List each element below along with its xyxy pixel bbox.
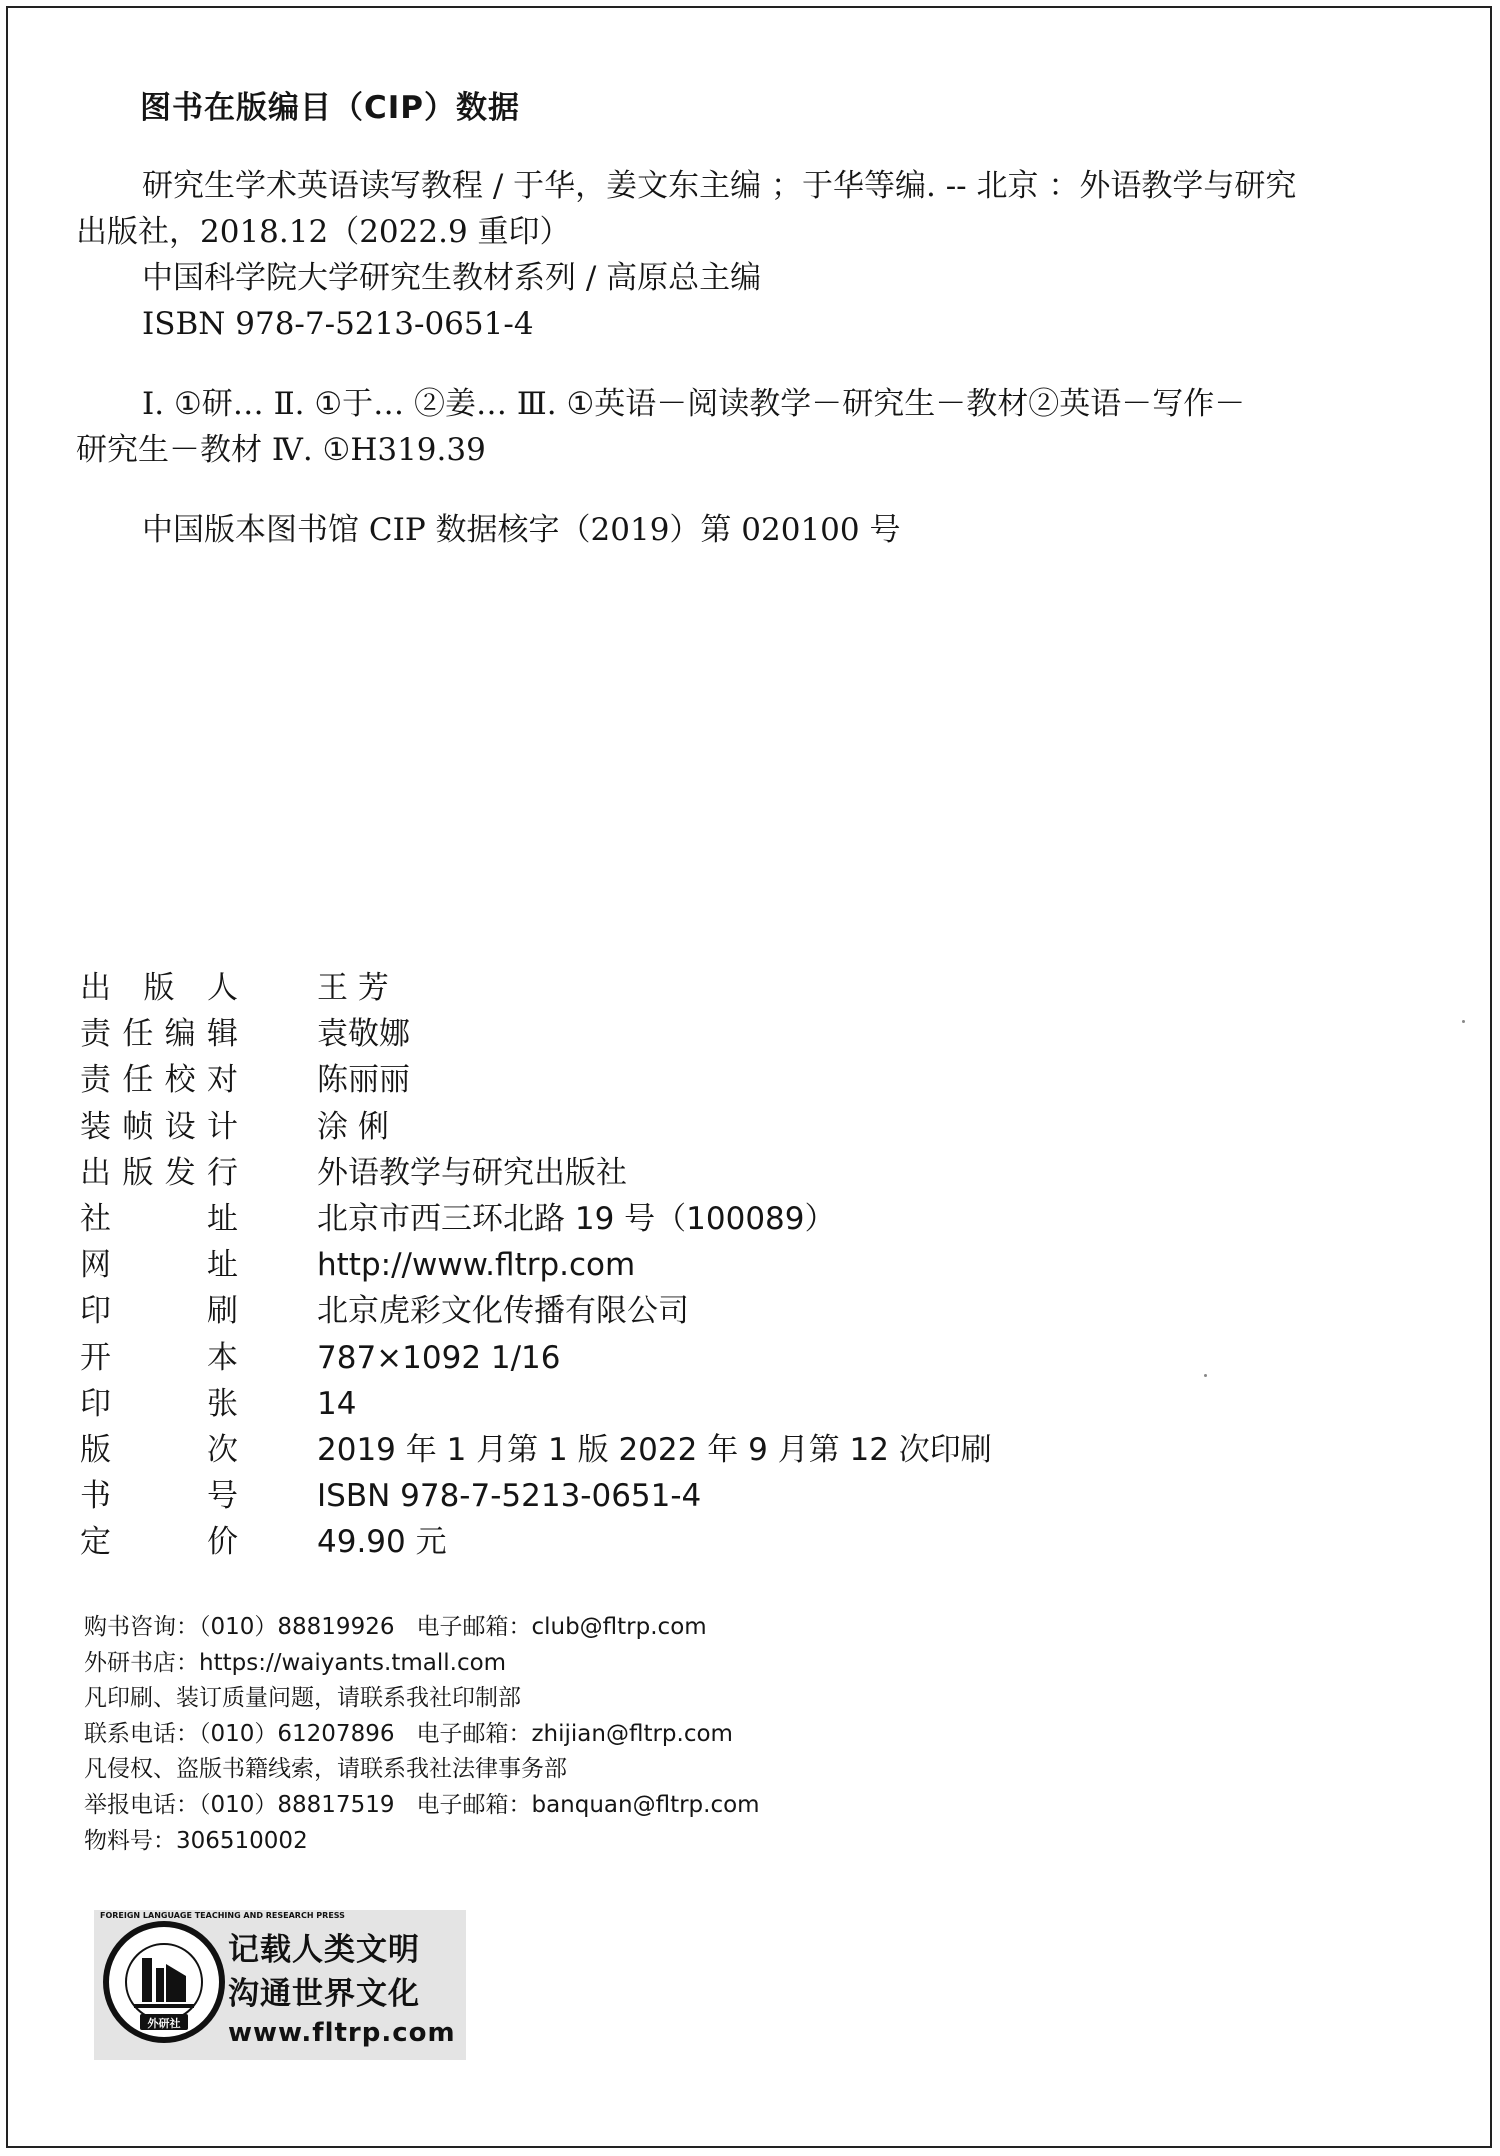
credit-label: 装帧设计 bbox=[80, 1108, 238, 1145]
slogan-line-1: 记载人类文明 bbox=[228, 1932, 420, 1968]
cip-series-line: 中国科学院大学研究生教材系列 / 高原总主编 bbox=[142, 260, 762, 296]
credit-row bbox=[80, 1470, 992, 1516]
cip-isbn-line: ISBN 978-7-5213-0651-4 bbox=[142, 306, 534, 342]
quality-email: 电子邮箱：zhijian@fltrp.com bbox=[416, 1720, 733, 1747]
credit-row bbox=[80, 1332, 992, 1378]
credit-row bbox=[80, 1101, 992, 1147]
credit-row bbox=[80, 1424, 992, 1470]
credit-row bbox=[80, 1239, 992, 1285]
slogan-website: www.fltrp.com bbox=[228, 2018, 456, 2048]
credit-value: 外语教学与研究出版社 bbox=[317, 1154, 627, 1191]
credit-label: 版次 bbox=[80, 1431, 238, 1468]
credit-row bbox=[80, 1516, 992, 1562]
credit-value: 涂 俐 bbox=[317, 1108, 389, 1145]
piracy-note: 凡侵权、盗版书籍线索，请联系我社法律事务部 bbox=[84, 1756, 567, 1783]
emblem-ring-text: FOREIGN LANGUAGE TEACHING AND RESEARCH PRESS bbox=[100, 1911, 345, 1920]
credit-value: 787×1092 1/16 bbox=[317, 1339, 561, 1376]
credit-value: 14 bbox=[317, 1385, 357, 1422]
credit-row bbox=[80, 1008, 992, 1054]
paper-speck bbox=[1204, 1374, 1207, 1377]
credit-label: 出版人 bbox=[80, 970, 238, 1006]
cip-record bbox=[76, 163, 1426, 553]
cip-heading: 图书在版编目（CIP）数据 bbox=[140, 90, 521, 126]
online-store: 外研书店：https://waiyants.tmall.com bbox=[84, 1649, 507, 1676]
publisher-slogan bbox=[228, 1928, 456, 2050]
cip-title-line: 研究生学术英语读写教程 / 于华，姜文东主编 ；于华等编. -- 北京 ：外语教学与研究 bbox=[142, 168, 1297, 204]
cip-title-line-cont: 出版社，2018.12（2022.9 重印） bbox=[76, 214, 571, 250]
cip-subject-line: Ⅰ. ①研… Ⅱ. ①于… ②姜… Ⅲ. ①英语－阅读教学－研究生－教材②英语－写作－ bbox=[142, 386, 1246, 422]
credit-label: 网址 bbox=[80, 1247, 238, 1284]
quality-contact bbox=[84, 1717, 760, 1753]
credit-value: 49.90 元 bbox=[317, 1524, 447, 1561]
purchase-email: 电子邮箱：club@fltrp.com bbox=[416, 1614, 707, 1640]
credit-value: 袁敬娜 bbox=[317, 1016, 410, 1053]
cip-approval-line: 中国版本图书馆 CIP 数据核字（2019）第 020100 号 bbox=[142, 512, 901, 548]
emblem-text: 外研社 bbox=[147, 2017, 181, 2030]
credit-label: 印刷 bbox=[80, 1293, 238, 1330]
credit-label: 责任校对 bbox=[80, 1062, 238, 1099]
quality-phone: 联系电话：（010）61207896 bbox=[84, 1720, 395, 1747]
credit-row bbox=[80, 962, 992, 1008]
credit-value: 北京市西三环北路 19 号（100089） bbox=[317, 1200, 836, 1237]
purchase-phone: 购书咨询：（010）88819926 bbox=[84, 1614, 395, 1640]
credit-label: 印张 bbox=[80, 1385, 238, 1422]
credit-row bbox=[80, 1378, 992, 1424]
publisher-logo bbox=[94, 1910, 466, 2060]
slogan-line-2: 沟通世界文化 bbox=[228, 1976, 420, 2012]
credit-label: 开本 bbox=[80, 1339, 238, 1376]
credit-row bbox=[80, 1054, 992, 1100]
credit-value: ISBN 978-7-5213-0651-4 bbox=[317, 1478, 702, 1515]
credit-value: 陈丽丽 bbox=[317, 1062, 410, 1099]
credit-value: http://www.fltrp.com bbox=[317, 1247, 636, 1284]
credit-value: 北京虎彩文化传播有限公司 bbox=[317, 1293, 689, 1330]
report-phone: 举报电话：（010）88817519 bbox=[84, 1791, 395, 1818]
quality-note: 凡印刷、装订质量问题，请联系我社印制部 bbox=[84, 1685, 521, 1712]
paper-speck bbox=[1462, 1020, 1465, 1023]
credit-value: 王 芳 bbox=[317, 970, 389, 1006]
credit-value: 2019 年 1 月第 1 版 2022 年 9 月第 12 次印刷 bbox=[317, 1431, 992, 1468]
cip-subject-line-cont: 研究生－教材 Ⅳ. ①H319.39 bbox=[76, 432, 486, 468]
credit-label: 社址 bbox=[80, 1200, 238, 1237]
publication-credits bbox=[80, 962, 992, 1562]
report-contact bbox=[84, 1788, 760, 1824]
credit-label: 责任编辑 bbox=[80, 1016, 238, 1053]
credit-label: 出版发行 bbox=[80, 1154, 238, 1191]
purchase-contact bbox=[84, 1610, 760, 1646]
report-email: 电子邮箱：banquan@fltrp.com bbox=[416, 1791, 760, 1818]
material-number: 物料号：306510002 bbox=[84, 1827, 308, 1854]
credit-row bbox=[80, 1193, 992, 1239]
credit-label: 书号 bbox=[80, 1478, 238, 1515]
credit-row bbox=[80, 1147, 992, 1193]
contact-info bbox=[84, 1610, 760, 1859]
credit-label: 定价 bbox=[80, 1524, 238, 1561]
credit-row bbox=[80, 1285, 992, 1331]
